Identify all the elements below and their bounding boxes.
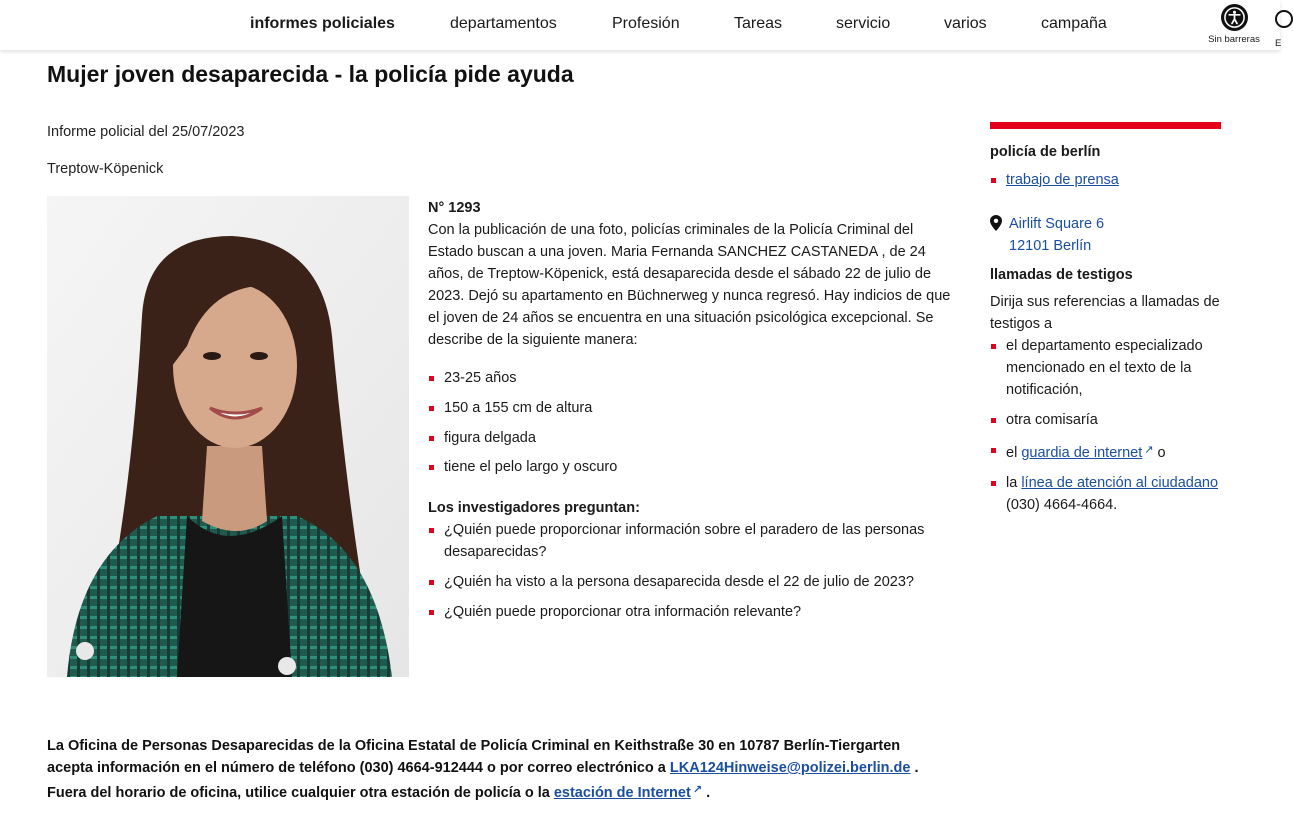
witness-item-prefix: la xyxy=(1006,475,1018,491)
address-line-2[interactable]: 12101 Berlín xyxy=(1009,238,1092,254)
witness-list xyxy=(990,335,1221,516)
hotline-phone: (030) 4664-4664. xyxy=(1006,497,1118,513)
nav-item-profesion[interactable]: Profesión xyxy=(612,15,680,32)
internet-guard-link[interactable]: guardia de internet xyxy=(1021,445,1143,461)
description-list xyxy=(428,367,953,478)
article-paragraph: Con la publicación de una foto, policías criminales de la Policía Criminal del Estado buscan a una joven. Maria Fernanda SANCHEZ CASTANEDA , de 24 años, de Treptow-Köpenick, está desaparecida desde el sábado 22 de julio de 2023. Dejó su apartamento en Büchnerweg y nunca regresó. Hay indicios de que el joven de 24 años se encuentra en una situación psicológica excepcional. Se describe de la siguiente manera: xyxy=(428,222,951,348)
footer-line-1: La Oficina de Personas Desaparecidas de la Oficina Estatal de Policía Criminal en Keithstraße 30 en 10787 Berlín-Tiergarten xyxy=(47,738,901,754)
sidebar-links xyxy=(990,169,1221,191)
nav-item-departamentos[interactable]: departamentos xyxy=(450,15,557,32)
description-item: 23-25 años xyxy=(428,367,953,389)
sidebar-item-press xyxy=(990,169,1221,191)
press-link[interactable]: trabajo de prensa xyxy=(1006,172,1119,188)
footer-line-3 xyxy=(47,779,1047,804)
witness-heading: llamadas de testigos xyxy=(990,267,1133,283)
language-icon[interactable] xyxy=(1275,10,1293,28)
questions-heading: Los investigadores preguntan: xyxy=(428,500,640,517)
description-item: figura delgada xyxy=(428,427,953,449)
sidebar xyxy=(990,122,1221,524)
witness-item-internet-guard xyxy=(990,439,1221,464)
witness-intro: Dirija sus referencias a llamadas de testigos a xyxy=(990,294,1220,332)
witness-item-station: otra comisaría xyxy=(990,409,1221,431)
question-item: ¿Quién puede proporcionar información sobre el paradero de las personas desaparecidas? xyxy=(428,519,953,563)
accessibility-label: Sin barreras xyxy=(1208,34,1260,45)
nav-item-varios[interactable]: varios xyxy=(944,15,987,32)
address-line-1[interactable]: Airlift Square 6 xyxy=(1009,216,1105,232)
footer-line-2-end: . xyxy=(914,760,919,776)
nav-item-informes-policiales[interactable]: informes policiales xyxy=(250,15,395,32)
description-item: 150 a 155 cm de altura xyxy=(428,397,953,419)
footer-line-2-text: acepta información en el número de teléfono (030) 4664-912444 o por correo electrónico a xyxy=(47,760,666,776)
external-link-icon: ↗ xyxy=(1144,444,1154,456)
sidebar-accent-bar xyxy=(990,122,1221,129)
report-number: N° 1293 xyxy=(428,200,481,216)
nav-item-servicio[interactable]: servicio xyxy=(836,15,891,32)
district: Treptow-Köpenick xyxy=(47,161,164,177)
citizen-hotline-link[interactable]: línea de atención al ciudadano xyxy=(1021,475,1219,491)
sidebar-org-title: policía de berlín xyxy=(990,144,1101,160)
description-item: tiene el pelo largo y oscuro xyxy=(428,456,953,478)
top-navigation xyxy=(0,0,1280,50)
email-link[interactable]: LKA124Hinweise@polizei.berlin.de xyxy=(669,760,911,776)
question-item: ¿Quién puede proporcionar otra información relevante? xyxy=(428,601,953,623)
witness-item-suffix: o xyxy=(1157,445,1166,461)
accessibility-button[interactable] xyxy=(1204,4,1264,45)
article-body xyxy=(428,197,953,631)
witness-item-department: el departamento especializado mencionado en el texto de la notificación, xyxy=(990,335,1221,401)
nav-item-tareas[interactable]: Tareas xyxy=(734,15,783,32)
language-label: E xyxy=(1275,38,1282,49)
accessibility-icon xyxy=(1221,4,1248,31)
report-date: Informe policial del 25/07/2023 xyxy=(47,124,245,140)
address-block xyxy=(990,213,1221,257)
location-pin-icon xyxy=(990,215,1002,231)
nav-item-campana[interactable]: campaña xyxy=(1041,15,1107,32)
missing-person-photo xyxy=(47,196,409,677)
footer-line-3-text: Fuera del horario de oficina, utilice cualquier otra estación de policía o la xyxy=(47,785,550,801)
footer-line-2 xyxy=(47,757,1047,779)
external-link-icon: ↗ xyxy=(692,784,703,796)
footer-notice xyxy=(47,735,1047,804)
questions-list xyxy=(428,519,953,623)
footer-line-3-end: . xyxy=(706,785,711,801)
question-item: ¿Quién ha visto a la persona desaparecida desde el 22 de julio de 2023? xyxy=(428,571,953,593)
witness-item-hotline xyxy=(990,472,1221,516)
page-title: Mujer joven desaparecida - la policía pide ayuda xyxy=(47,61,574,87)
internet-station-link[interactable]: estación de Internet xyxy=(553,785,691,801)
witness-item-prefix: el xyxy=(1006,445,1018,461)
